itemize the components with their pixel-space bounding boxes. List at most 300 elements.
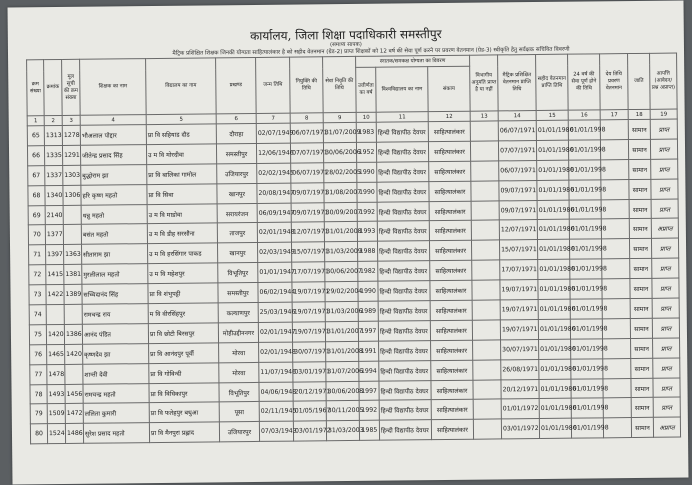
- table-cell: 01/01/1998: [570, 319, 602, 339]
- table-cell: 12/06/1946: [256, 143, 290, 163]
- table-cell: साहित्यालंकार: [430, 300, 472, 320]
- table-cell: 1397: [46, 245, 64, 265]
- table-cell: 72: [29, 265, 46, 285]
- table-cell: प्राप्त: [651, 159, 678, 179]
- table-cell: 30/06/2008: [326, 381, 359, 401]
- column-number-cell: 11: [376, 112, 428, 123]
- table-cell: प्राप्त: [653, 358, 680, 378]
- header-cell: सेवा निवृति की तिथि: [323, 56, 357, 112]
- table-cell: 1278: [62, 125, 80, 145]
- table-cell: साहित्यालंकार: [430, 280, 472, 300]
- table-cell: 20/12/1971: [293, 381, 326, 401]
- table-cell: [473, 399, 501, 419]
- table-cell: 31/08/2007: [324, 182, 357, 202]
- table-cell: [470, 141, 498, 161]
- column-number-cell: 14: [498, 111, 536, 121]
- table-cell: सामान: [628, 139, 650, 159]
- table-cell: 79: [30, 404, 47, 424]
- table-cell: 06/07/1971: [290, 123, 323, 143]
- table-cell: 70: [28, 225, 45, 245]
- table-cell: प्रा वि आनंदपुर पूर्वी: [149, 343, 219, 364]
- table-cell: [472, 240, 500, 260]
- table-cell: 03/01/1971: [293, 361, 326, 381]
- table-cell: 74: [29, 305, 46, 325]
- table-cell: हिन्दी विद्यापीठ देवघर: [376, 142, 428, 162]
- header-cell: 24 वर्ष की सेवा पूर्ण होने की तिथि: [568, 54, 601, 110]
- table-cell: 17/07/1971: [500, 260, 538, 280]
- table-cell: जीतेन्द्र प्रसाद सिंह: [80, 144, 146, 165]
- table-cell: सामान: [629, 219, 651, 239]
- table-cell: 29/02/2004: [325, 282, 358, 302]
- document-subtitle: मैट्रिक प्रशिक्षित शिक्षक जिनकी योग्यता साहित्यालंकार है को सहीद वेतनमान (ग्रेड-2) प्राप्त शिक्षकों को 12 वर्ष की सेवा पूर्ण करने पर प्रवरण वेतनमान (ग्रेड-3) स्वीकृति हेतु सर्वक्षक सचिवित विवरणी: [172, 46, 570, 57]
- table-cell: 66: [27, 146, 44, 166]
- table-cell: मुरलीलाल महतो: [82, 264, 148, 285]
- table-cell: 01/01/1986: [537, 160, 569, 180]
- table-cell: साहित्यालंकार: [431, 400, 473, 420]
- table-cell: 01/01/1998: [570, 279, 602, 299]
- table-cell: 30/06/2007: [325, 262, 358, 282]
- table-cell: 01/01/1986: [539, 419, 571, 439]
- table-cell: 01/01/1998: [569, 160, 601, 180]
- table-cell: साहित्यालंकार: [431, 420, 473, 440]
- table-cell: उ म वि मोरदीवा: [146, 144, 216, 165]
- table-cell: सामान: [628, 119, 650, 139]
- table-cell: 01/01/1998: [569, 239, 601, 259]
- table-cell: [473, 340, 501, 360]
- table-cell: 68: [28, 185, 45, 205]
- table-cell: 1988: [357, 242, 377, 262]
- table-cell: 19/07/1971: [500, 280, 538, 300]
- table-cell: 12/07/1971: [499, 220, 537, 240]
- column-number-cell: 4: [80, 115, 146, 126]
- table-cell: बसंत महतो: [81, 224, 147, 245]
- table-cell: [470, 121, 498, 141]
- table-cell: [472, 260, 500, 280]
- table-cell: अप्राप्त: [653, 417, 680, 437]
- table-cell: सामान: [631, 338, 653, 358]
- table-cell: 06/02/1944: [258, 282, 292, 302]
- table-cell: सुरेश प्रसाद महतो: [83, 423, 149, 444]
- column-number-cell: 16: [568, 110, 600, 120]
- table-cell: 01/01/1986: [539, 379, 571, 399]
- table-cell: 07/03/1943: [259, 421, 293, 441]
- table-cell: 06/07/1971: [499, 160, 537, 180]
- table-cell: 19/07/1971: [292, 282, 325, 302]
- table-cell: 78: [30, 384, 47, 404]
- table-cell: हिन्दी विद्यापीठ देवघर: [377, 161, 429, 181]
- table-cell: प्राप्त: [651, 238, 678, 258]
- table-cell: 31/07/2006: [326, 361, 359, 381]
- table-cell: 02/01/1947: [258, 322, 292, 342]
- table-cell: साहित्यालंकार: [428, 121, 470, 141]
- table-cell: 28/02/2005: [324, 162, 357, 182]
- table-cell: ताजपुर: [217, 223, 257, 243]
- table-cell: हिन्दी विद्यापीठ देवघर: [379, 380, 431, 400]
- table-cell: 01/01/1986: [536, 140, 568, 160]
- header-cell: विश्वविद्यालय का नाम: [376, 67, 428, 113]
- table-cell: 26/08/1971: [501, 359, 539, 379]
- table-cell: सामान: [629, 179, 651, 199]
- table-cell: सामान: [631, 418, 653, 438]
- table-cell: रामचन्द्र राय: [82, 304, 148, 325]
- table-cell: सामान: [629, 159, 651, 179]
- table-cell: 1991: [359, 341, 379, 361]
- table-cell: शान्ती देवी: [83, 363, 149, 384]
- table-cell: प्रा वि सहियाड दौड: [146, 124, 216, 145]
- table-cell: 65: [27, 126, 44, 146]
- table-cell: 69: [28, 205, 45, 225]
- table-cell: सामान: [631, 358, 653, 378]
- table-cell: प्रा वि गोविन्दी: [149, 363, 219, 384]
- table-cell: 15/07/1971: [291, 242, 324, 262]
- table-cell: प्राप्त: [650, 119, 677, 139]
- table-cell: 1992: [359, 401, 379, 421]
- table-cell: 1422: [46, 285, 64, 305]
- table-cell: 03/01/1972: [293, 421, 326, 441]
- table-cell: प्राप्त: [653, 397, 680, 417]
- table-cell: 1291: [62, 145, 80, 165]
- table-cell: 09/07/1971: [499, 200, 537, 220]
- table-cell: समस्तीपुर: [218, 283, 258, 303]
- table-cell: 1313: [44, 125, 62, 145]
- table-cell: प्रा वि मैनपुरा प्रह्लाद: [149, 422, 219, 443]
- table-cell: [472, 320, 500, 340]
- table-cell: प्रा वि फतेहपुर बधुआ: [149, 402, 219, 423]
- table-cell: प्रा वि बालिका गामोल: [147, 164, 217, 185]
- table-cell: 1989: [358, 301, 378, 321]
- table-cell: [63, 205, 81, 225]
- table-cell: [46, 304, 64, 324]
- table-cell: 1420: [65, 344, 83, 364]
- table-cell: साहित्यालंकार: [430, 320, 472, 340]
- table-cell: 1381: [64, 265, 82, 285]
- table-cell: साहित्यालंकार: [429, 161, 471, 181]
- table-cell: 01/01/1998: [571, 339, 603, 359]
- table-cell: 31/01/2007: [325, 321, 358, 341]
- table-cell: 01/01/1998: [571, 398, 603, 418]
- table-cell: 01/01/1986: [538, 259, 570, 279]
- header-cell: क्रम संख्या: [27, 60, 45, 116]
- table-cell: 06/09/1947: [257, 203, 291, 223]
- table-cell: रामचन्द्र महतो: [83, 383, 149, 404]
- table-cell: 07/07/1971: [290, 143, 323, 163]
- table-cell: 31/03/2006: [325, 301, 358, 321]
- table-cell: 1985: [359, 421, 379, 441]
- table-cell: साहित्यालंकार: [429, 181, 471, 201]
- table-cell: 01/01/1986: [537, 180, 569, 200]
- table-cell: हरि कृष्ण महतो: [81, 184, 147, 205]
- table-cell: 30/06/2006: [323, 142, 356, 162]
- table-cell: 77: [30, 364, 47, 384]
- table-cell: [63, 225, 81, 245]
- table-cell: 30/07/1971: [293, 342, 326, 362]
- table-cell: 02/01/1948: [259, 342, 293, 362]
- column-number-cell: 15: [536, 110, 568, 120]
- table-cell: 06/07/1971: [498, 121, 536, 141]
- table-cell: 1982: [358, 261, 378, 281]
- table-cell: मोहीउद्दीननगर: [218, 322, 258, 342]
- table-cell: [473, 419, 501, 439]
- table-cell: कृष्णदेव झा: [83, 343, 149, 364]
- table-cell: सामान: [629, 239, 651, 259]
- table-cell: प्राप्त: [652, 298, 679, 318]
- table-cell: 1993: [357, 222, 377, 242]
- qualification-group-header: स्नातक/समकक्ष योग्यता का विवरण: [356, 55, 470, 67]
- table-cell: 02/01/1948: [257, 223, 291, 243]
- column-number-cell: 18: [628, 109, 650, 119]
- table-cell: उ म वि डीह सरसौना: [147, 223, 217, 244]
- table-cell: 25/03/1946: [258, 302, 292, 322]
- table-cell: साहित्यालंकार: [430, 260, 472, 280]
- table-cell: 30/11/2005: [326, 401, 359, 421]
- table-cell: 20/12/1971: [501, 379, 539, 399]
- table-cell: सामान: [631, 378, 653, 398]
- table-cell: 01/01/1998: [571, 359, 603, 379]
- table-cell: प्रा वि सिवा: [147, 184, 217, 205]
- table-cell: अप्राप्त: [651, 218, 678, 238]
- table-cell: 1952: [356, 142, 376, 162]
- table-cell: 1983: [356, 122, 376, 142]
- table-cell: 1456: [65, 384, 83, 404]
- table-cell: 76: [30, 344, 47, 364]
- table-cell: 01/01/1986: [538, 319, 570, 339]
- table-cell: 02/02/1945: [257, 163, 291, 183]
- table-cell: [64, 304, 82, 324]
- table-cell: 1465: [47, 344, 65, 364]
- table-cell: 01/01/1998: [571, 418, 603, 438]
- table-cell: हिन्दी विद्यापीठ देवघर: [377, 221, 429, 241]
- table-cell: 31/03/2003: [326, 421, 359, 441]
- table-cell: प्राप्त: [653, 338, 680, 358]
- table-cell: 1994: [359, 361, 379, 381]
- table-cell: 1997: [359, 381, 379, 401]
- table-cell: 71: [29, 245, 46, 265]
- table-cell: साहित्यालंकार: [431, 340, 473, 360]
- table-cell: [471, 161, 499, 181]
- table-cell: 1472: [65, 404, 83, 424]
- table-cell: 01/01/1998: [568, 120, 600, 140]
- teacher-table: [26, 53, 681, 445]
- table-cell: 01/01/1986: [539, 359, 571, 379]
- column-number-cell: 1: [27, 116, 44, 126]
- table-cell: प्रा वि छोटी बिरसपुर: [148, 323, 218, 344]
- table-cell: प्राप्त: [651, 179, 678, 199]
- table-cell: 03/01/1972: [501, 419, 539, 439]
- column-number-cell: 8: [290, 113, 323, 123]
- table-cell: [65, 364, 83, 384]
- table-cell: 1337: [45, 165, 63, 185]
- table-cell: उजियारपुर: [217, 163, 257, 183]
- table-cell: 02/07/1949: [256, 123, 290, 143]
- table-cell: प्राप्त: [652, 278, 679, 298]
- table-cell: 67: [28, 165, 45, 185]
- table-cell: बुद्धोराम झा: [81, 164, 147, 185]
- table-cell: 1997: [358, 321, 378, 341]
- table-cell: हिन्दी विद्यापीठ देवघर: [379, 360, 431, 380]
- table-cell: प्रा वि शंभुपट्टी: [148, 283, 218, 304]
- table-cell: 1420: [46, 324, 64, 344]
- table-cell: म वि वीरसिंहपुर: [148, 303, 218, 324]
- table-cell: 01/01/1986: [537, 220, 569, 240]
- office-title: कार्यालय, जिला शिक्षा पदाधिकारी समस्तीपुर: [249, 27, 442, 44]
- header-cell: प्रखण्ड: [216, 57, 257, 113]
- table-cell: हिन्दी विद्यापीठ देवघर: [378, 281, 430, 301]
- table-cell: सामान: [629, 199, 651, 219]
- table-cell: खानपुर: [217, 183, 257, 203]
- table-cell: 1990: [358, 281, 378, 301]
- header-cell: आपत्ति (आवेदन/प्रश्न अप्राप्त): [650, 53, 678, 109]
- table-cell: 01/01/1972: [501, 399, 539, 419]
- table-cell: 01/01/1986: [539, 399, 571, 419]
- table-cell: 1363: [64, 245, 82, 265]
- header-cell: मैट्रिक प्रशिक्षित वेतनमान प्राप्ति तिथि: [498, 55, 537, 111]
- table-cell: सरायरंजन: [217, 203, 257, 223]
- table-cell: 1524: [47, 424, 65, 444]
- table-cell: हिन्दी विद्यापीठ देवघर: [377, 181, 429, 201]
- table-cell: 06/07/1971: [291, 163, 324, 183]
- table-cell: [472, 280, 500, 300]
- table-cell: 1493: [47, 384, 65, 404]
- table-cell: 31/03/2009: [324, 242, 357, 262]
- table-cell: [473, 379, 501, 399]
- table-cell: 01/01/1998: [569, 180, 601, 200]
- table-cell: प्राप्त: [651, 199, 678, 219]
- table-cell: 01/01/1998: [570, 299, 602, 319]
- table-cell: 2140: [45, 205, 63, 225]
- table-cell: विभूतिपुर: [218, 263, 258, 283]
- table-cell: आनंद पंडित: [82, 324, 148, 345]
- table-cell: 19/07/1971: [500, 300, 538, 320]
- table-cell: सच्चिदानंद सिंह: [82, 284, 148, 305]
- table-cell: 01/01/1986: [537, 200, 569, 220]
- table-cell: 01/01/1986: [539, 339, 571, 359]
- table-cell: 04/06/1948: [259, 382, 293, 402]
- table-cell: [472, 300, 500, 320]
- column-number-cell: 17: [600, 110, 628, 120]
- column-number-cell: 3: [62, 115, 80, 125]
- column-number-cell: 7: [256, 113, 290, 123]
- table-cell: 1303: [63, 165, 81, 185]
- table-cell: 17/07/1971: [292, 262, 325, 282]
- table-cell: 01/01/1998: [569, 199, 601, 219]
- table-cell: 01/01/1986: [538, 279, 570, 299]
- table-cell: मोरवा: [219, 342, 259, 362]
- table-body: [27, 119, 680, 444]
- table-cell: समस्तीपुर: [216, 143, 256, 163]
- table-cell: कल्याणपुर: [218, 302, 258, 322]
- table-cell: 1386: [64, 324, 82, 344]
- table-cell: 31/01/2008: [326, 341, 359, 361]
- table-cell: 11/07/1946: [259, 362, 293, 382]
- table-cell: 1415: [46, 265, 64, 285]
- table-cell: प्रा वि विधिकापुर: [149, 382, 219, 403]
- table-cell: प्राप्त: [653, 378, 680, 398]
- table-cell: साहित्यालंकार: [428, 141, 470, 161]
- header-cell: क्रमांक: [44, 59, 63, 115]
- column-number-cell: 9: [323, 112, 356, 122]
- table-cell: 1990: [357, 162, 377, 182]
- header-cell: विभागीय अनुमति प्राप्त है या नहीं: [470, 55, 499, 111]
- table-cell: प्राप्त: [652, 258, 679, 278]
- table-cell: साहित्यालंकार: [429, 221, 471, 241]
- header-cell: मूल सूची की क्रम संख्या: [62, 59, 81, 115]
- table-cell: प्राप्त: [652, 318, 679, 338]
- table-cell: 19/07/1971: [292, 322, 325, 342]
- document-sheet: [8, 0, 689, 484]
- column-number-cell: 6: [216, 113, 256, 123]
- title-note: (समाप्य सापक): [329, 41, 362, 49]
- table-cell: मोरवा: [219, 362, 259, 382]
- table-cell: साहित्यालंकार: [431, 360, 473, 380]
- table-cell: साहित्यालंकार: [429, 241, 471, 261]
- table-cell: 1478: [47, 364, 65, 384]
- header-cell: शिक्षक का नाम: [80, 59, 147, 116]
- table-cell: [471, 200, 499, 220]
- table-cell: 31/01/2008: [324, 222, 357, 242]
- table-cell: 12/07/1971: [291, 222, 324, 242]
- table-cell: 09/07/1971: [291, 182, 324, 202]
- table-cell: [471, 181, 499, 201]
- table-cell: 01/01/1998: [571, 378, 603, 398]
- table-cell: हिन्दी विद्यापीठ देवघर: [376, 122, 428, 142]
- table-cell: हिन्दी विद्यापीठ देवघर: [379, 400, 431, 420]
- header-cell: सहीद वेतनमान प्राप्ति तिथि: [536, 54, 569, 110]
- header-cell: जाति: [628, 53, 651, 109]
- table-cell: 30/09/2007: [324, 202, 357, 222]
- table-cell: उजियारपुर: [219, 422, 259, 442]
- table-cell: खानपुर: [218, 243, 258, 263]
- column-number-cell: 13: [470, 111, 498, 121]
- table-cell: 02/11/1945: [259, 402, 293, 422]
- table-cell: 1486: [65, 424, 83, 444]
- table-cell: सामान: [631, 398, 653, 418]
- table-cell: 02/03/1949: [257, 242, 291, 262]
- table-cell: 09/07/1971: [291, 202, 324, 222]
- table-cell: [471, 220, 499, 240]
- table-cell: 1335: [44, 145, 62, 165]
- table-cell: ललिता कुमारी: [83, 403, 149, 424]
- table-cell: हिन्दी विद्यापीठ देवघर: [379, 420, 431, 440]
- table-cell: 01/01/1986: [537, 240, 569, 260]
- header-cell: देय तिथि प्रवरण वेतनमान: [600, 54, 629, 110]
- table-cell: हिन्दी विद्यापीठ देवघर: [378, 261, 430, 281]
- table-cell: 19/07/1971: [500, 319, 538, 339]
- table-cell: 1990: [357, 182, 377, 202]
- table-cell: भौअलाल पोद्दार: [80, 125, 146, 146]
- table-cell: [473, 360, 501, 380]
- table-cell: 1377: [45, 225, 63, 245]
- table-cell: 01/01/1986: [538, 299, 570, 319]
- table-cell: सामान: [630, 278, 652, 298]
- table-cell: 15/07/1971: [500, 240, 538, 260]
- column-number-cell: 2: [44, 115, 62, 125]
- table-cell: उ म वि माडोवा: [147, 203, 217, 224]
- table-cell: 20/08/1947: [257, 183, 291, 203]
- table-cell: विभूतिपुर: [219, 382, 259, 402]
- table-cell: 09/07/1971: [499, 180, 537, 200]
- table-cell: 1509: [47, 404, 65, 424]
- column-number-cell: 5: [146, 114, 216, 125]
- table-cell: 01/01/1998: [568, 140, 600, 160]
- table-cell: पूसा: [219, 402, 259, 422]
- header-cell: संकाय: [428, 66, 470, 111]
- table-cell: सीताराम झा: [82, 244, 148, 265]
- column-number-cell: 10: [356, 112, 376, 122]
- table-cell: 1340: [45, 185, 63, 205]
- table-cell: 19/07/1971: [292, 302, 325, 322]
- table-cell: 01/01/1998: [570, 259, 602, 279]
- table-cell: सामान: [630, 318, 652, 338]
